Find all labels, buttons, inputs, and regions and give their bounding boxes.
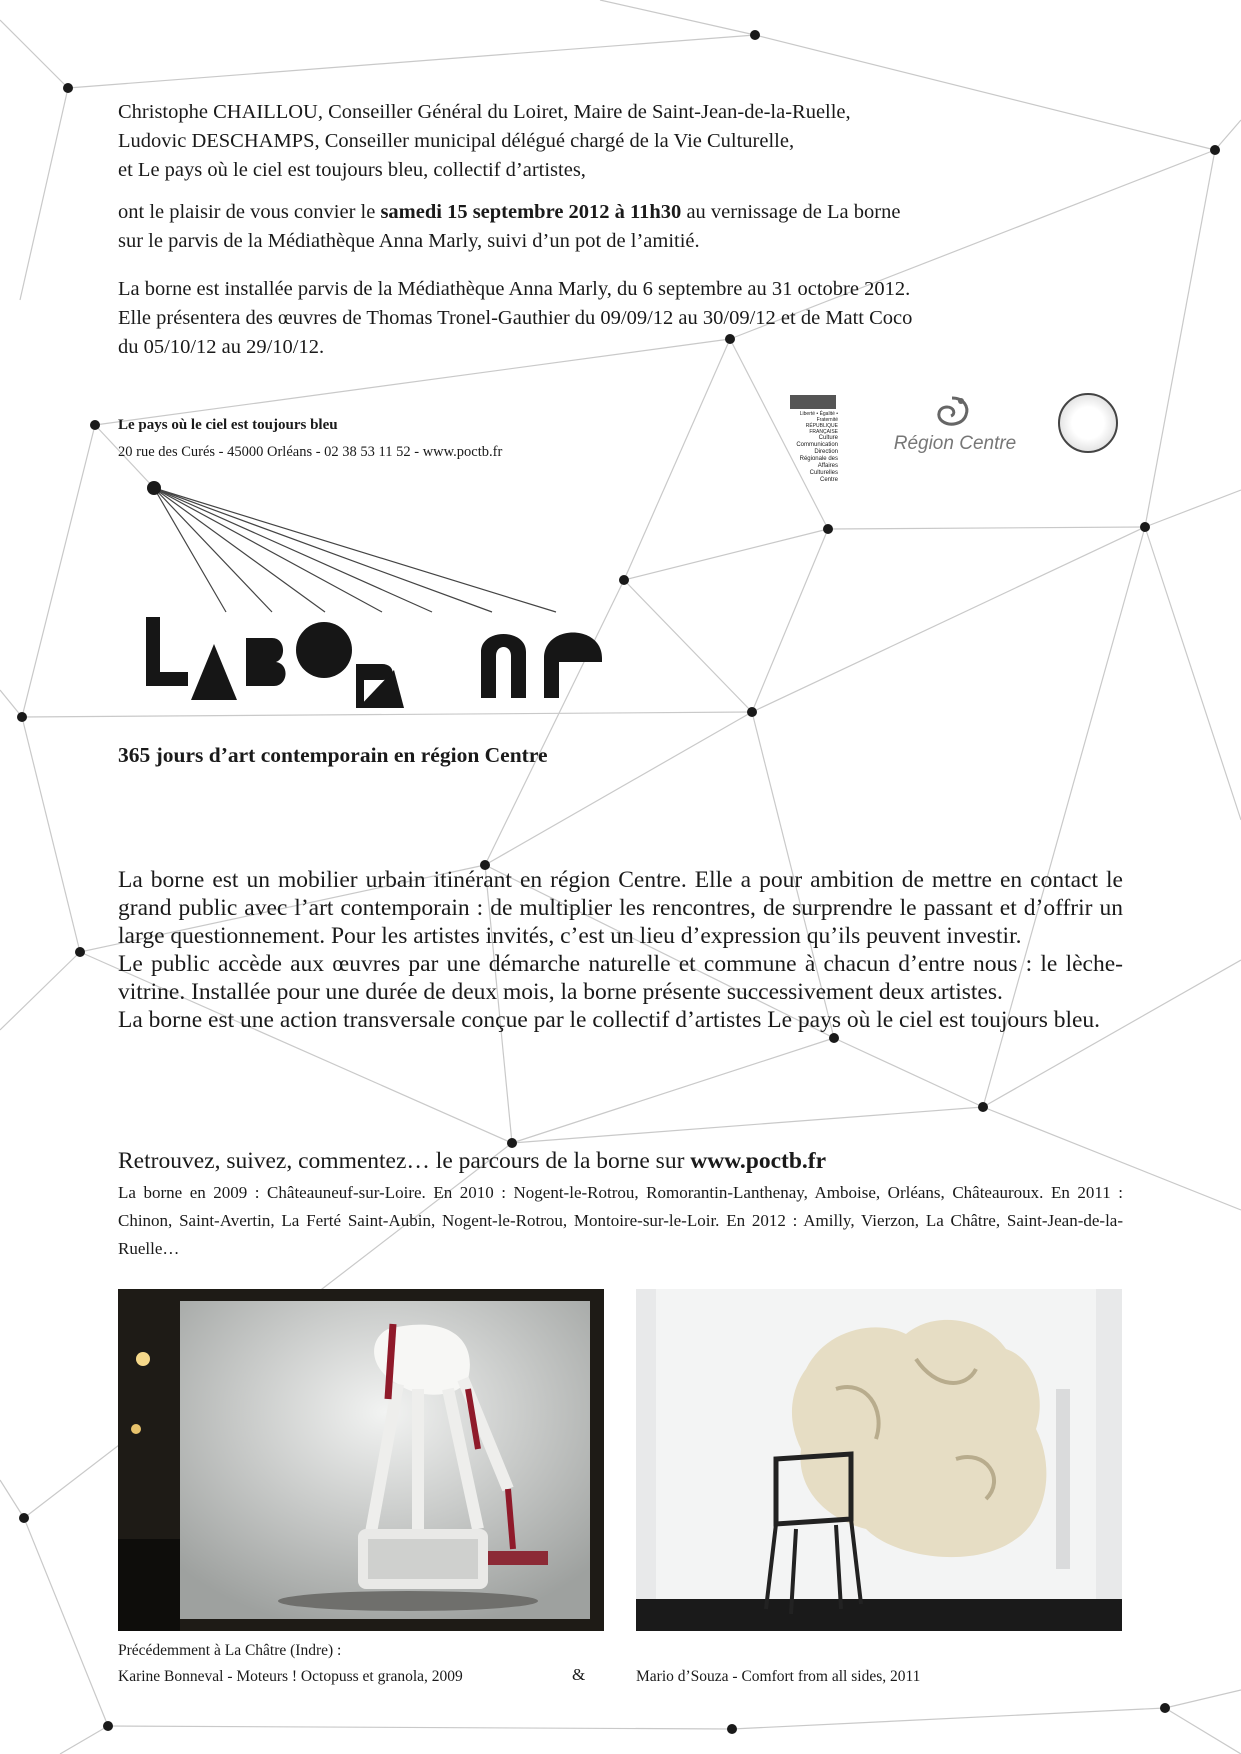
description-block [118,866,1123,1034]
organisation-address: 20 rue des Curés - 45000 Orléans - 02 38 53 11 52 - www.poctb.fr [118,444,503,460]
photo-comfort-from-all-sides [636,1289,1122,1631]
caption-left-line-2: Karine Bonneval - Moteurs ! Octopuss et granola, 2009 [118,1668,463,1685]
subtitle: 365 jours d’art contemporain en région Centre [118,743,548,767]
ministry-culture-logo [790,395,838,481]
invitation-after: au vernissage de La borne [681,201,901,223]
intro-line-2: Ludovic DESCHAMPS, Conseiller municipal délégué chargé de la Vie Culturelle, [118,130,795,152]
history-text: La borne en 2009 : Châteauneuf-sur-Loire. En 2010 : Nogent-le-Rotrou, Romorantin-Lanthenay, Amboise, Orléans, Châteauroux. En 2011 : Chinon, Saint-Avertin, La Ferté Saint-Aubin, Nogent-le-Rotrou, Montoire-sur-le-Loir. En 2012 : Amilly, Vierzon, La Châtre, Saint-Jean-de-la-Ruelle… [118,1183,1123,1258]
region-centre-label: Région Centre [893,433,1017,454]
marianne-flag-icon [790,395,836,409]
invitation-block [118,198,1123,256]
region-centre-logo [890,393,1020,463]
ministry-drac-text: Direction Régionale des Affaires Culturelles Centre [799,449,838,483]
la-borne-title-logo [146,612,616,712]
caption-left [118,1638,463,1690]
intro-line-3: et Le pays où le ciel est toujours bleu, collectif d’artistes, [118,159,586,181]
intro-block [118,98,1123,185]
caption-left-line-1: Précédemment à La Châtre (Indre) : [118,1642,342,1659]
organisation-name: Le pays où le ciel est toujours bleu [118,417,338,433]
follow-line [118,1146,1123,1176]
description-paragraph-3: La borne est une action transversale conçue par le collectif d’artistes Le pays où le ciel est toujours bleu. [118,1007,1101,1033]
caption-right: Mario d’Souza - Comfort from all sides, 2011 [636,1668,921,1685]
partner-logos [790,393,1130,488]
intro-line-1: Christophe CHAILLOU, Conseiller Général du Loiret, Maire de Saint-Jean-de-la-Ruelle, [118,101,851,123]
ministry-republic-text: Liberté • Égalité • Fraternité RÉPUBLIQUE FRANÇAISE [799,411,838,435]
invitation-line-1 [118,198,1123,227]
ministry-culture-text: Culture Communication [796,435,838,448]
photo-octopuss-vitrine [118,1289,604,1631]
invitation-date: samedi 15 septembre 2012 à 11h30 [380,201,682,223]
borne-info-block [118,275,1123,362]
borne-info-line-2: Elle présentera des œuvres de Thomas Tronel-Gauthier du 09/09/12 au 30/09/12 et de Matt Coco [118,307,913,329]
description-paragraph-1: La borne est un mobilier urbain itinérant en région Centre. Elle a pour ambition de mettre en contact le grand public avec l’art contemporain : de multiplier les rencontres, de surprendre le passant et d’offrir un large questionnement. Pour les artistes invités, c’est un lieu d’expression qu’ils peuvent investir. [118,867,1123,949]
follow-text: Retrouvez, suivez, commentez… le parcours de la borne sur [118,1148,691,1174]
description-paragraph-2: Le public accède aux œuvres par une démarche naturelle et commune à chacun d’entre nous : le lèche-vitrine. Installée pour une durée de deux mois, la borne présente successivement deux artistes. [118,951,1123,1005]
invitation-before: ont le plaisir de vous convier le [118,201,381,223]
caption-ampersand: & [572,1665,586,1684]
borne-info-line-1: La borne est installée parvis de la Médiathèque Anna Marly, du 6 septembre au 31 octobre 2012. [118,278,911,300]
website-link[interactable]: www.poctb.fr [690,1148,827,1174]
collective-seal-logo [1058,393,1118,453]
borne-info-line-3: du 05/10/12 au 29/10/12. [118,336,325,358]
region-swirl-icon [932,395,972,429]
invitation-line-2: sur le parvis de la Médiathèque Anna Marly, suivi d’un pot de l’amitié. [118,230,700,252]
